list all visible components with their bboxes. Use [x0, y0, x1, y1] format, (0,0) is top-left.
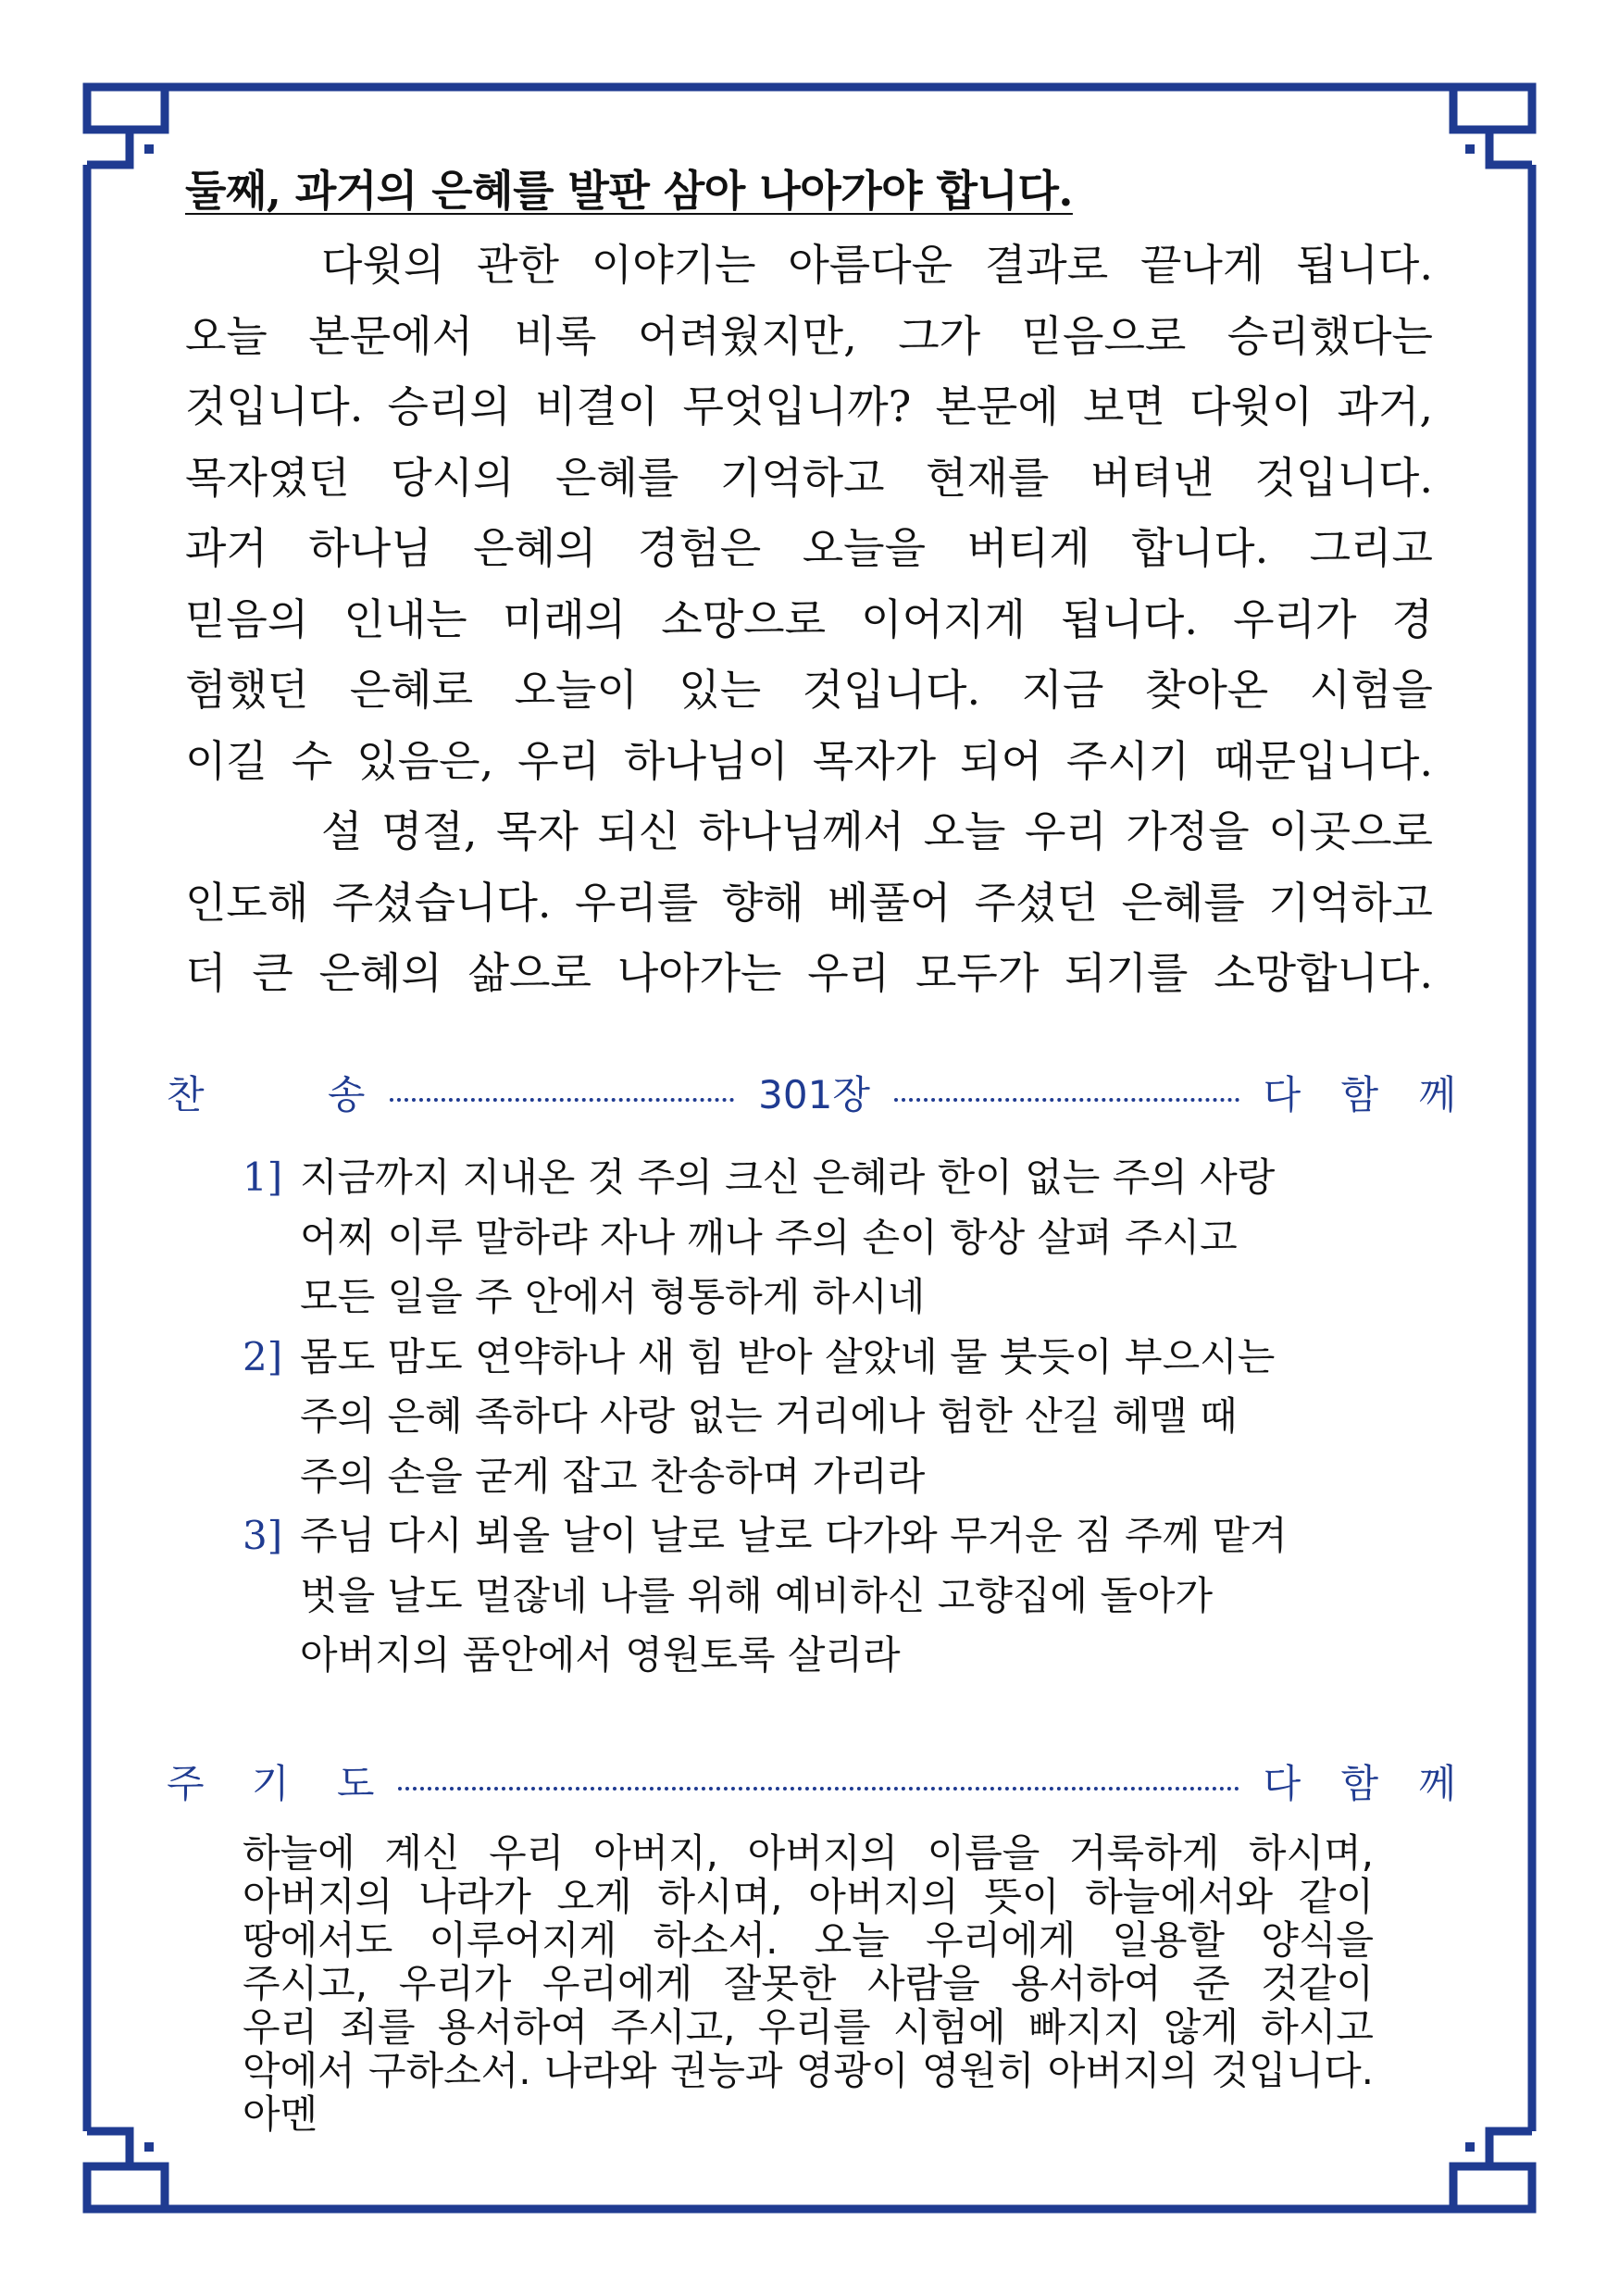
prayer-line: 악에서 구하소서. 나라와 권능과 영광이 영원히 아버지의 것입니다.	[243, 2048, 1374, 2093]
body-line: 과거 하나님 은혜의 경험은 오늘을 버티게 합니다. 그리고	[185, 523, 1433, 573]
prayer-label: 주 기 도	[167, 1761, 375, 1806]
hymn-lyrics	[243, 1148, 1372, 1686]
hymn-verse	[243, 1328, 1372, 1507]
hymn-label: 찬 송	[167, 1072, 366, 1117]
corner-dot	[1465, 2142, 1475, 2152]
body-line: 더 큰 은혜의 삶으로 나아가는 우리 모두가 되기를 소망합니다.	[185, 948, 1433, 998]
verse-line: 벗을 날도 멀잖네 나를 위해 예비하신 고향집에 돌아가	[300, 1572, 1214, 1618]
corner-dot	[144, 2142, 154, 2152]
dotted-leader	[390, 1098, 735, 1102]
prayer-line: 아버지의 나라가 오게 하시며, 아버지의 뜻이 하늘에서와 같이	[243, 1874, 1374, 1919]
verse-line: 어찌 이루 말하랴 자나 깨나 주의 손이 항상 살펴 주시고	[300, 1214, 1238, 1260]
verse-line: 아버지의 품안에서 영원토록 살리라	[300, 1632, 901, 1678]
body-line: 믿음의 인내는 미래의 소망으로 이어지게 됩니다. 우리가 경	[185, 593, 1433, 644]
verse-number: 1]	[243, 1154, 283, 1200]
prayer-line: 하늘에 계신 우리 아버지, 아버지의 이름을 거룩하게 하시며,	[243, 1830, 1374, 1876]
body-line: 설 명절, 목자 되신 하나님께서 오늘 우리 가정을 이곳으로	[321, 806, 1433, 856]
prayer-text	[243, 1831, 1374, 2136]
prayer-line: 아멘	[243, 2091, 318, 2137]
paragraph-1	[185, 230, 1433, 796]
verse-line: 주의 손을 굳게 잡고 찬송하며 가리라	[300, 1453, 926, 1499]
paragraph-2	[185, 796, 1433, 1009]
verse-line: 몸도 맘도 연약하나 새 힘 받아 살았네 물 붓듯이 부으시는	[300, 1333, 1276, 1379]
body-line: 이길 수 있음은, 우리 하나님이 목자가 되어 주시기 때문입니다.	[185, 735, 1433, 786]
body-line: 다윗의 관한 이야기는 아름다운 결과로 끝나게 됩니다.	[321, 240, 1433, 290]
corner-dot	[1465, 144, 1475, 154]
verse-number: 3]	[243, 1513, 283, 1558]
prayer-line: 주시고, 우리가 우리에게 잘못한 사람을 용서하여 준 것같이	[243, 1961, 1374, 2006]
prayer-line: 우리 죄를 용서하여 주시고, 우리를 시험에 빠지지 않게 하시고	[243, 2004, 1374, 2050]
body-line: 것입니다. 승리의 비결이 무엇입니까? 본문에 보면 다윗이 과거,	[185, 381, 1433, 431]
verse-line: 주님 다시 뵈올 날이 날로 날로 다가와 무거운 짐 주께 맡겨	[300, 1513, 1288, 1558]
verse-line: 모든 일을 주 안에서 형통하게 하시네	[300, 1274, 926, 1319]
hymn-header	[167, 1065, 1456, 1120]
hymn-verse	[243, 1506, 1372, 1686]
prayer-header	[167, 1753, 1456, 1809]
verse-line: 주의 은혜 족하다 사랑 없는 거리에나 험한 산길 헤맬 때	[300, 1393, 1238, 1439]
body-line: 인도해 주셨습니다. 우리를 향해 베풀어 주셨던 은혜를 기억하고	[185, 877, 1433, 928]
hymn-together: 다 함 께	[1263, 1072, 1457, 1117]
section-heading-text: 둘째, 과거의 은혜를 발판 삼아 나아가야 합니다.	[185, 166, 1073, 216]
hymn-number: 301장	[758, 1072, 870, 1117]
corner-dot	[144, 144, 154, 154]
body-line: 험했던 은혜로 오늘이 있는 것입니다. 지금 찾아온 시험을	[185, 665, 1433, 715]
prayer-together: 다 함 께	[1263, 1761, 1456, 1806]
body-line: 오늘 본문에서 비록 어려웠지만, 그가 믿음으로 승리했다는	[185, 310, 1433, 361]
prayer-line: 땅에서도 이루어지게 하소서. 오늘 우리에게 일용할 양식을	[243, 1917, 1374, 1963]
dotted-leader	[398, 1787, 1239, 1791]
verse-line: 지금까지 지내온 것 주의 크신 은혜라 한이 없는 주의 사랑	[300, 1154, 1276, 1200]
hymn-verse	[243, 1148, 1372, 1328]
sermon-body	[185, 230, 1433, 1009]
verse-number: 2]	[243, 1333, 283, 1379]
section-heading	[185, 163, 1481, 218]
body-line: 목자였던 당시의 은혜를 기억하고 현재를 버텨낸 것입니다.	[185, 452, 1433, 503]
dotted-leader	[894, 1098, 1239, 1102]
